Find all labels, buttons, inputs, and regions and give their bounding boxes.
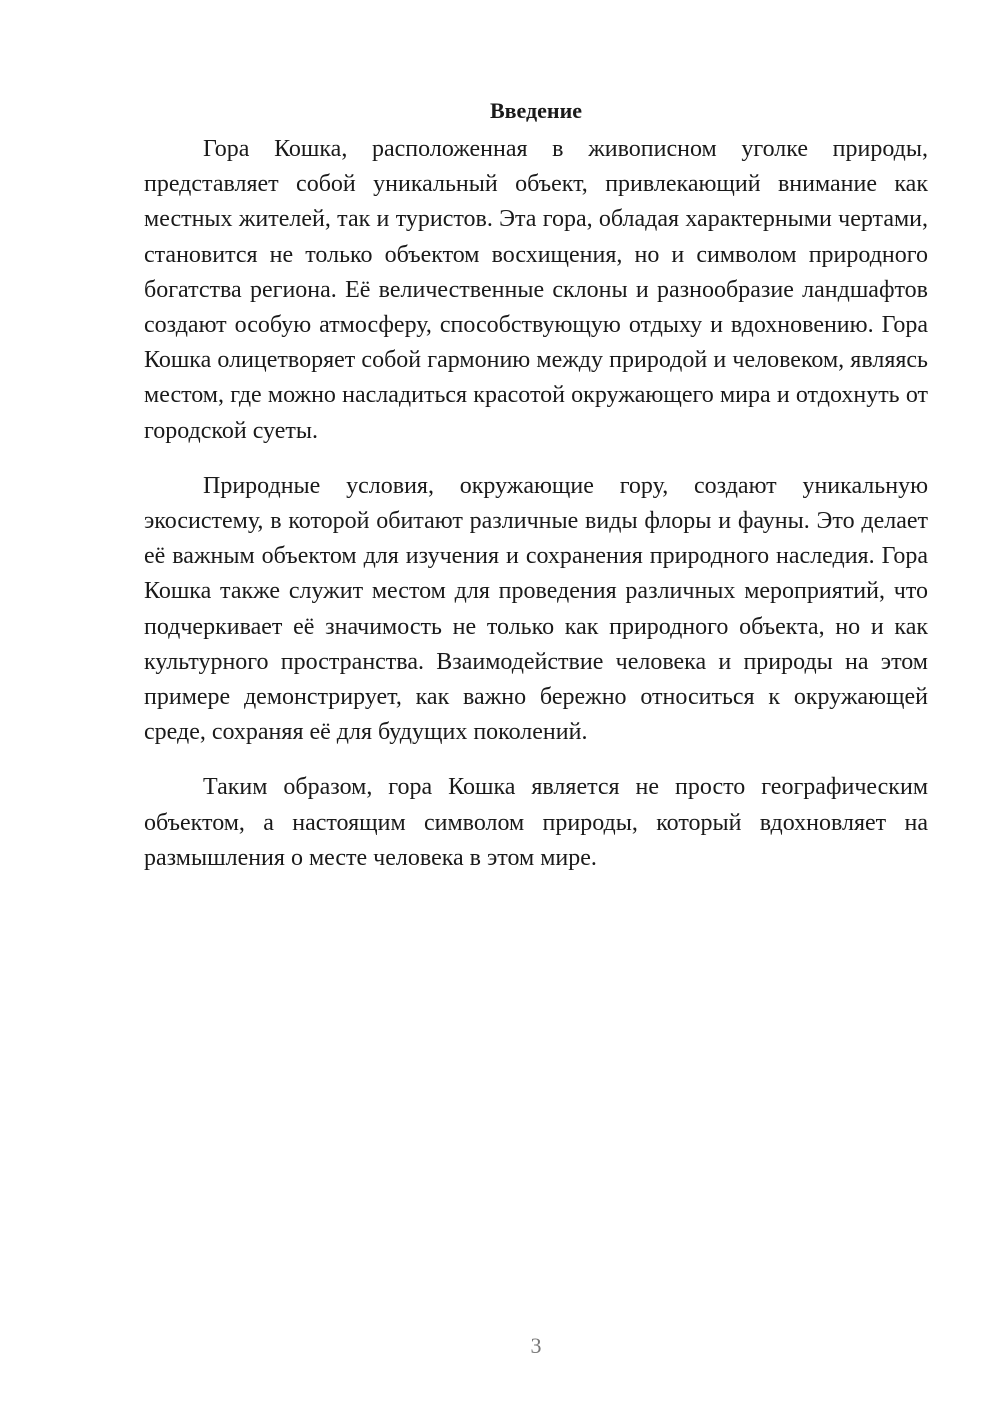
page-content: [144, 96, 928, 896]
page-number: 3: [530, 1333, 542, 1358]
paragraph-1: Гора Кошка, расположенная в живописном уголке природы, представляет собой уникальный объект, привлекающий внимание как местных жителей, так и туристов. Эта гора, обладая характерными чертами, становится не только объектом восхищения, но и символом природного богатства региона. Её величественные склоны и разнообразие ландшафтов создают особую атмосферу, способствующую отдыху и вдохновению. Гора Кошка олицетворяет собой гармонию между природой и человеком, являясь местом, где можно насладиться красотой окружающего мира и отдохнуть от городской суеты.: [144, 136, 928, 444]
section-heading: Введение: [489, 98, 583, 123]
paragraph-2: Природные условия, окружающие гору, создают уникальную экосистему, в которой обитают различные виды флоры и фауны. Это делает её важным объектом для изучения и сохранения природного наследия. Гора Кошка также служит местом для проведения различных мероприятий, что подчеркивает её значимость не только как природного объекта, но и как культурного пространства. Взаимодействие человека и природы на этом примере демонстрирует, как важно бережно относиться к окружающей среде, сохраняя её для будущих поколений.: [144, 472, 928, 746]
paragraph-3: Таким образом, гора Кошка является не просто географическим объектом, а настоящим символом природы, который вдохновляет на размышления о месте человека в этом мире.: [144, 774, 928, 871]
